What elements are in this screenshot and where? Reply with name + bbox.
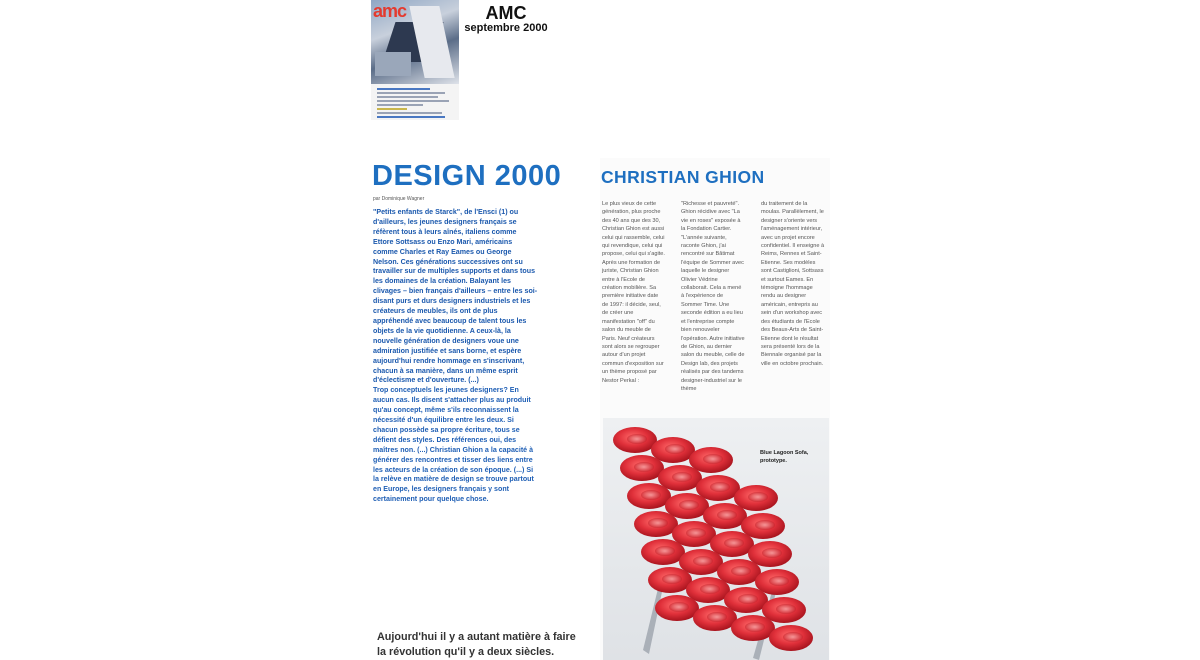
cover-logo: amc: [373, 1, 407, 21]
magazine-cover: [371, 0, 459, 120]
cushion-hollow: [665, 444, 685, 454]
cushion-hollow: [710, 482, 730, 492]
intro-paragraph: "Petits enfants de Starck", de l'Ensci (1) ou d'ailleurs, les jeunes designers français se réfèrent tous à leurs aînés, italiens comme Ettore Sottsass ou Enzo Mari, américains comme Charles et Ray Eames ou George Nelson. Ces générations successives ont su travailler sur de multiples supports et dans tous les domaines de la création. Balayant les clivages – bien français d'ailleurs – entre les soi-disant purs et durs designers industriels et les créateurs de meubles, ils ont de plus appréhendé avec beaucoup de talent tous les objets de la vie quotidienne. A ceux-là, la nouvelle génération de designers voue une admiration justifiée et sans borne, et espère aujourd'hui rendre hommage en s'inscrivant, chacun à sa manière, dans un même esprit d'éclectisme et d'ouverture. (...): [373, 208, 538, 385]
cushion-hollow: [731, 566, 751, 576]
cushion-hollow: [693, 556, 713, 566]
cushion-hollow: [738, 594, 758, 604]
cushion-hollow: [748, 492, 768, 502]
cushion-hollow: [717, 510, 737, 520]
cushion-hollow: [634, 462, 654, 472]
cushion-hollow: [648, 518, 668, 528]
photo-caption: Blue Lagoon Sofa, prototype.: [760, 450, 809, 464]
byline: par Dominique Wagner: [373, 196, 425, 202]
magazine-name: AMC: [485, 3, 527, 23]
cushion-hollow: [700, 584, 720, 594]
cushion-hollow: [662, 574, 682, 584]
cushion-hollow: [627, 434, 647, 444]
cushion-hollow: [762, 548, 782, 558]
intro-text: [373, 208, 538, 505]
column-text: du traitement de la moulas. Parallèlement, le designer s'oriente vers l'aménagement intérieur, avec un projet encore confidentiel. Il enseigne à Reims, Rennes et Saint-Etienne. Ses modèles sont Castiglioni, Sottsass et surtout Eames. En témoigne l'hommage rendu au designer américain, entrepris au sein d'un workshop avec des étudiants de l'Ecole des Beaux-Arts de Saint-Etienne dont le résultat sera présenté lors de la Biennale organisé par la ville en octobre prochain.: [761, 201, 825, 367]
cushion-hollow: [776, 604, 796, 614]
cushion-hollow: [686, 528, 706, 538]
cushion-hollow: [724, 538, 744, 548]
cushion-hollow: [672, 472, 692, 482]
section-title: CHRISTIAN GHION: [601, 167, 765, 187]
cushion-hollow: [707, 612, 727, 622]
article-title: DESIGN 2000: [372, 160, 562, 192]
cushion-hollow: [679, 500, 699, 510]
cover-contents: [377, 88, 453, 120]
cushion-hollow: [783, 632, 803, 642]
cushion-hollow: [641, 490, 661, 500]
column-text: "Richesse et pauvreté". Ghion récidive avec "La vie en roses" exposée à la Fondation Cartier. "L'année suivante, raconte Ghion, j'ai rencontré sur Bâtimat l'équipe de Sommer avec laquelle le designer Olivier Védrine collaborait. Cela a mené à l'expérience de Sommer Time. Une seconde édition a eu lieu et l'entreprise compte bien renouveler l'opération. Autre initiative de Ghion, au dernier salon du meuble, celle de Design lab, des projets réalisés par des tandems designer-industriel sur le thème: [681, 201, 745, 392]
pull-quote: Aujourd'hui il y a autant matière à faire la révolution qu'il y a deux siècles.: [377, 631, 576, 658]
cushion-hollow: [769, 576, 789, 586]
text-column: [761, 200, 825, 368]
cushion-hollow: [755, 520, 775, 530]
cushion-hollow: [655, 546, 675, 556]
cushion-hollow: [669, 602, 689, 612]
issue-date: septembre 2000: [464, 22, 548, 34]
text-column: [681, 200, 745, 393]
cushion-hollow: [703, 454, 723, 464]
column-text: Le plus vieux de cette génération, plus proche des 40 ans que des 30, Christian Ghion est aussi celui qui rassemble, celui qui revendique, celui qui propose, celui qui s'agite. Après une formation de juriste, Christian Ghion entre à l'Ecole de création mobilière. Sa première initiative date de 1997: il décide, seul, de créer une manifestation "off" du salon du meuble de Paris. Neuf créateurs sont alors se regrouper autour d'un projet commun d'exposition sur un thème proposé par Nestor Perkal :: [602, 201, 665, 384]
cushion-hollow: [745, 622, 765, 632]
text-column: [602, 200, 666, 385]
intro-paragraph: Trop conceptuels les jeunes designers? En aucun cas. Ils disent s'attacher plus au produit qu'au concept, même s'ils reconnaissent la nécessité d'un équilibre entre les deux. Si chacun possède sa propre écriture, tous se défient des styles. Des références oui, des maîtres non. (...) Christian Ghion a la capacité à générer des rencontres et tisser des liens entre les acteurs de la création de son époque. (...) Si la relève en matière de design se trouve partout en Europe, les designers français y sont certainement pour quelque chose.: [373, 386, 534, 504]
